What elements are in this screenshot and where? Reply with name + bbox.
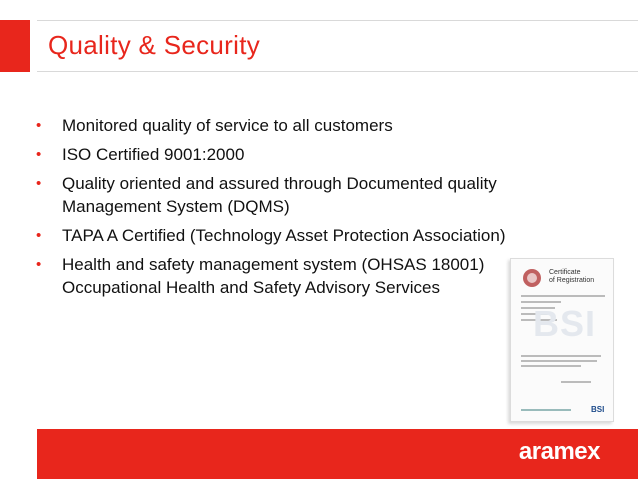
certificate-heading	[549, 269, 594, 285]
bullet-text: Quality oriented and assured through Documented quality Management System (DQMS)	[62, 174, 497, 216]
bullet-item	[36, 143, 556, 166]
aramex-logo: aramex	[518, 438, 600, 465]
bullet-dot: •	[36, 146, 42, 163]
title-accent-block	[0, 20, 30, 72]
bullet-text: Monitored quality of service to all customers	[62, 116, 393, 135]
bullet-dot: •	[36, 227, 42, 244]
bullet-item	[36, 253, 556, 299]
certificate-heading-line1: Certificate	[549, 269, 581, 276]
bullet-text: ISO Certified 9001:2000	[62, 145, 245, 164]
certificate-text-line	[521, 355, 601, 357]
bullet-dot: •	[36, 117, 42, 134]
slide-title: Quality & Security	[48, 30, 261, 60]
certificate-image	[510, 258, 614, 422]
bullet-item	[36, 114, 556, 137]
certificate-heading-line2: of Registration	[549, 277, 595, 284]
crest-icon	[521, 267, 543, 289]
bsi-logo: BSI	[591, 405, 605, 414]
bullet-item	[36, 224, 556, 247]
bullet-dot: •	[36, 256, 42, 273]
bullet-dot: •	[36, 175, 42, 192]
bullet-text: TAPA A Certified (Technology Asset Protection Association)	[62, 226, 506, 245]
certificate-signature	[561, 381, 591, 383]
certificate-watermark: BSI	[533, 303, 597, 344]
certificate-text-line	[521, 295, 605, 297]
bullet-item	[36, 172, 556, 218]
certificate-text-line	[521, 365, 581, 367]
bullet-list	[36, 114, 556, 305]
bullet-text: Health and safety management system (OHSAS 18001) Occupational Health and Safety Advisory Services	[62, 255, 485, 297]
certificate-text-line	[521, 360, 597, 362]
certificate-text-line	[521, 409, 571, 411]
